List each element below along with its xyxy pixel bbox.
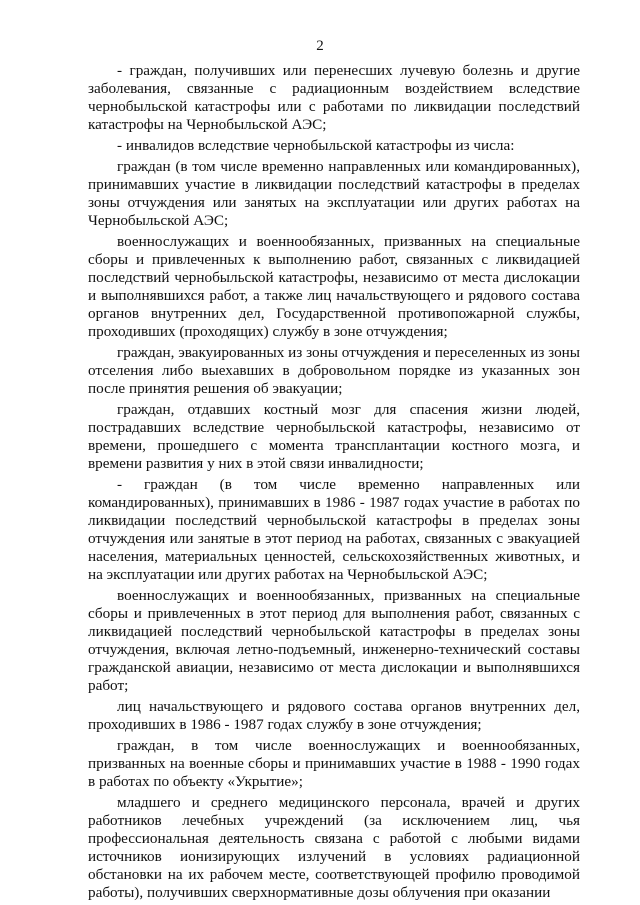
paragraph-servicemen-special-camps: военнослужащих и военнообязанных, призванных на специальные сборы и привлеченных к выполнению работ, связанных с ликвидацией последствий чернобыльской катастрофы, независимо от места дислокации и выполнявшихся работ, а также лиц начальствующего и рядового состава органов внутренних дел, Государственной противопожарной службы, проходивших (проходящих) службу в зоне отчуждения; — [88, 233, 580, 340]
paragraph-1986-1987-participants: - граждан (в том числе временно направленных или командированных), принимавших в 1986 - 1987 годах участие в работах по ликвидации последствий чернобыльской катастрофы в пределах зоны отчуждения или занятые в этот период на работах, связанных с эвакуацией населения, материальных ценностей, сельскохозяйственных животных, и на эксплуатации или других работах на Чернобыльской АЭС; — [88, 476, 580, 583]
paragraph-medical-personnel: младшего и среднего медицинского персонала, врачей и других работников лечебных учреждений (за исключением лиц, чья профессиональная деятельность связана с работой с любыми видами источников ионизирующих излучений в условиях радиационной обстановки на их рабочем месте, соответствующей профилю проводимой работы), получивших сверхнормативные дозы облучения при оказании — [88, 794, 580, 901]
paragraph-radiation-sickness: - граждан, получивших или перенесших лучевую болезнь и другие заболевания, связанные с радиационным воздействием вследствие чернобыльской катастрофы или с работами по ликвидации последствий катастрофы на Чернобыльской АЭС; — [88, 62, 580, 133]
page-number: 2 — [316, 38, 324, 54]
document-body — [88, 62, 580, 905]
paragraph-servicemen-1986-1987: военнослужащих и военнообязанных, призванных на специальные сборы и привлеченных в этот период для выполнения работ, связанных с ликвидацией последствий чернобыльской катастрофы в пределах зоны отчуждения, включая летно-подъемный, инженерно-технический составы гражданской авиации, независимо от места дислокации и выполнявшихся работ; — [88, 587, 580, 694]
paragraph-liquidation-participants: граждан (в том числе временно направленных или командированных), принимавших участие в ликвидации последствий катастрофы в пределах зоны отчуждения или занятых на эксплуатации или других работах на Чернобыльской АЭС; — [88, 158, 580, 229]
paragraph-evacuated-citizens: граждан, эвакуированных из зоны отчуждения и переселенных из зоны отселения либо выехавших в добровольном порядке из указанных зон после принятия решения об эвакуации; — [88, 344, 580, 397]
paragraph-disabled-intro: - инвалидов вследствие чернобыльской катастрофы из числа: — [117, 137, 515, 154]
paragraph-ukrytie-participants: граждан, в том числе военнослужащих и военнообязанных, призванных на военные сборы и принимавших участие в 1988 - 1990 годах в работах по объекту «Укрытие»; — [88, 737, 580, 790]
paragraph-internal-affairs-staff: лиц начальствующего и рядового состава органов внутренних дел, проходивших в 1986 - 1987 годах службу в зоне отчуждения; — [88, 698, 580, 733]
paragraph-bone-marrow-donors: граждан, отдавших костный мозг для спасения жизни людей, пострадавших вследствие чернобыльской катастрофы, независимо от времени, прошедшего с момента трансплантации костного мозга, и времени развития у них в этой связи инвалидности; — [88, 401, 580, 472]
